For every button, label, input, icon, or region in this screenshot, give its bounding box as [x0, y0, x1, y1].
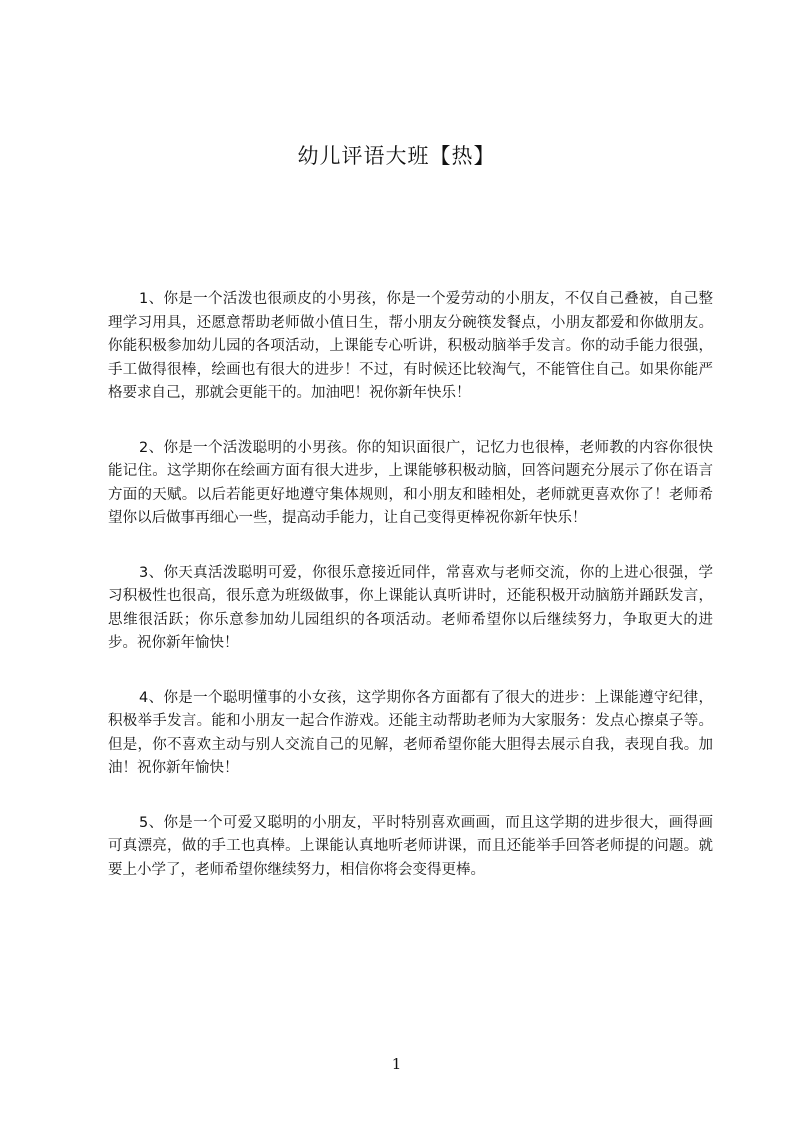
paragraph-2: 2、你是一个活泼聪明的小男孩。你的知识面很广，记忆力也很棒，老师教的内容你很快能记住。这学期你在绘画方面有很大进步，上课能够积极动脑，回答问题充分展示了你在语言方面的天赋。以后若能更好地遵守集体规则，和小朋友和睦相处，老师就更喜欢你了！老师希望你以后做事再细心一些，提高动手能力，让自己变得更棒祝你新年快乐！	[108, 439, 713, 526]
paragraph-5: 5、你是一个可爱又聪明的小朋友，平时特别喜欢画画，而且这学期的进步很大，画得画可真漂亮，做的手工也真棒。上课能认真地听老师讲课，而且还能举手回答老师提的问题。就要上小学了，老师希望你继续努力，相信你将会变得更棒。	[108, 814, 713, 878]
paragraph-1: 1、你是一个活泼也很顽皮的小男孩，你是一个爱劳动的小朋友，不仅自己叠被，自己整理学习用具，还愿意帮助老师做小值日生，帮小朋友分碗筷发餐点，小朋友都爱和你做朋友。你能积极参加幼儿园的各项活动，上课能专心听讲，积极动脑举手发言。你的动手能力很强，手工做得很棒，绘画也有很大的进步！不过，有时候还比较淘气，不能管住自己。如果你能严格要求自己，那就会更能干的。加油吧！祝你新年快乐！	[108, 291, 713, 401]
paragraph-4: 4、你是一个聪明懂事的小女孩，这学期你各方面都有了很大的进步：上课能遵守纪律，积极举手发言。能和小朋友一起合作游戏。还能主动帮助老师为大家服务：发点心擦桌子等。但是，你不喜欢主动与别人交流自己的见解，老师希望你能大胆得去展示自我，表现自我。加油！祝你新年愉快！	[108, 689, 713, 776]
document-title: 幼儿评语大班【热】	[297, 144, 496, 168]
document-body	[108, 288, 713, 913]
page-number: 1	[391, 1055, 402, 1073]
paragraph-3: 3、你天真活泼聪明可爱，你很乐意接近同伴，常喜欢与老师交流，你的上进心很强，学习积极性也很高，很乐意为班级做事，你上课能认真听讲时，还能积极开动脑筋并踊跃发言，思维很活跃；你乐意参加幼儿园组织的各项活动。老师希望你以后继续努力，争取更大的进步。祝你新年愉快！	[108, 564, 713, 651]
